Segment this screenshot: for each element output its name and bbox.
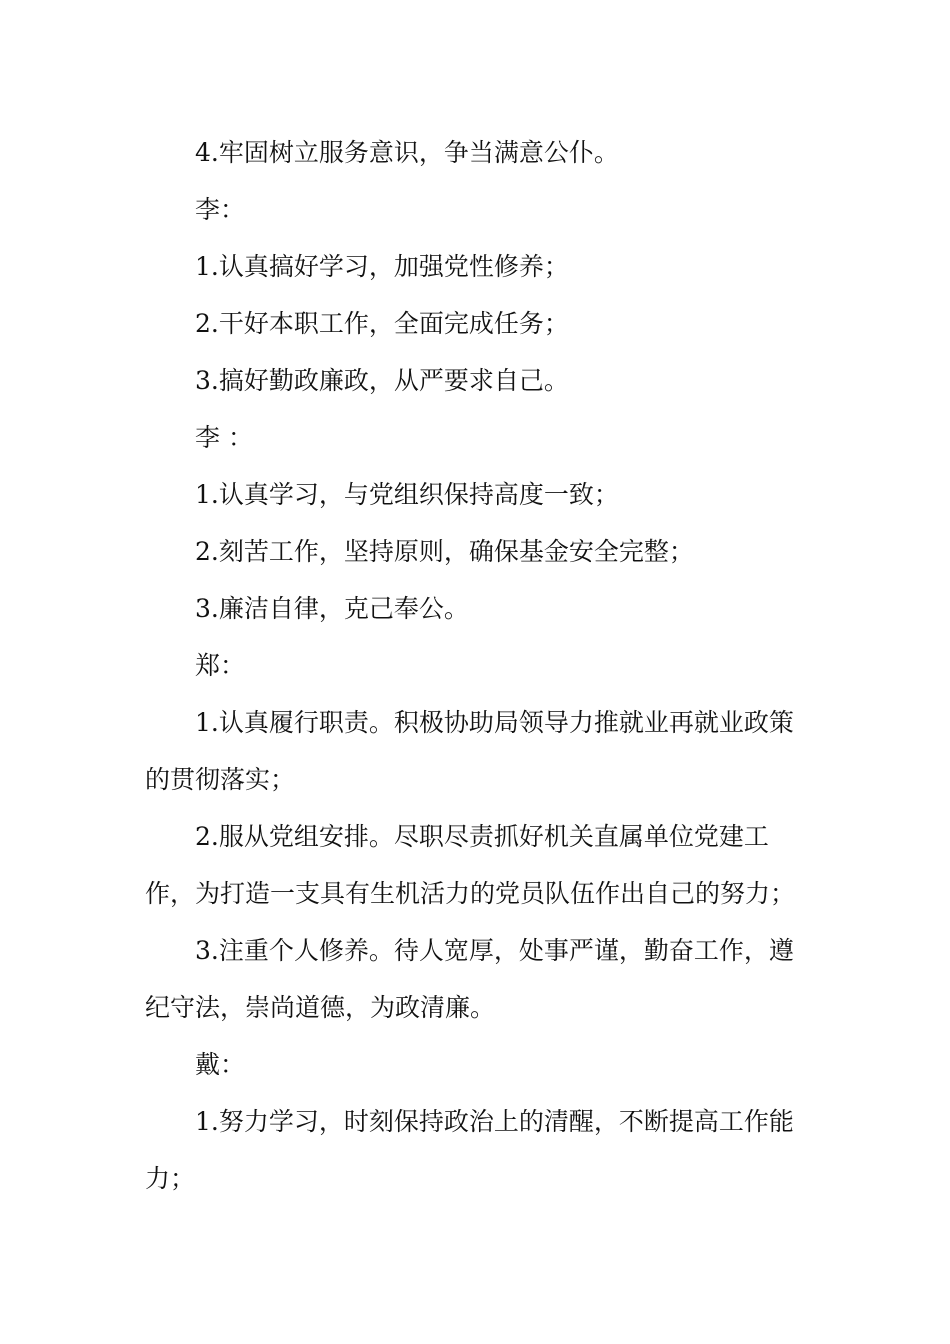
paragraph: 1.努力学习，时刻保持政治上的清醒，不断提高工作能力； — [145, 1107, 794, 1193]
paragraph: 4.牢固树立服务意识，争当满意公仆。 — [195, 138, 619, 167]
paragraph: 郑： — [195, 651, 246, 680]
paragraph: 2.服从党组安排。尽职尽责抓好机关直属单位党建工作，为打造一支具有生机活力的党员队伍作出自己的努力； — [145, 822, 796, 908]
paragraph: 2.刻苦工作，坚持原则，确保基金安全完整； — [195, 537, 694, 566]
document-body — [145, 124, 810, 1207]
paragraph: 3.搞好勤政廉政，从严要求自己。 — [195, 366, 569, 395]
paragraph: 2.干好本职工作，全面完成任务； — [195, 309, 569, 338]
paragraph: 3.注重个人修养。待人宽厚，处事严谨，勤奋工作，遵纪守法，崇尚道德，为政清廉。 — [145, 936, 794, 1022]
paragraph: 戴： — [195, 1050, 246, 1079]
paragraph: 1.认真履行职责。积极协助局领导力推就业再就业政策的贯彻落实； — [145, 708, 794, 794]
paragraph: 1.认真搞好学习，加强党性修养； — [195, 252, 569, 281]
paragraph: 李： — [195, 195, 246, 224]
paragraph: 1.认真学习，与党组织保持高度一致； — [195, 480, 619, 509]
paragraph: 李 ： — [195, 423, 253, 452]
paragraph: 3.廉洁自律，克己奉公。 — [195, 594, 469, 623]
